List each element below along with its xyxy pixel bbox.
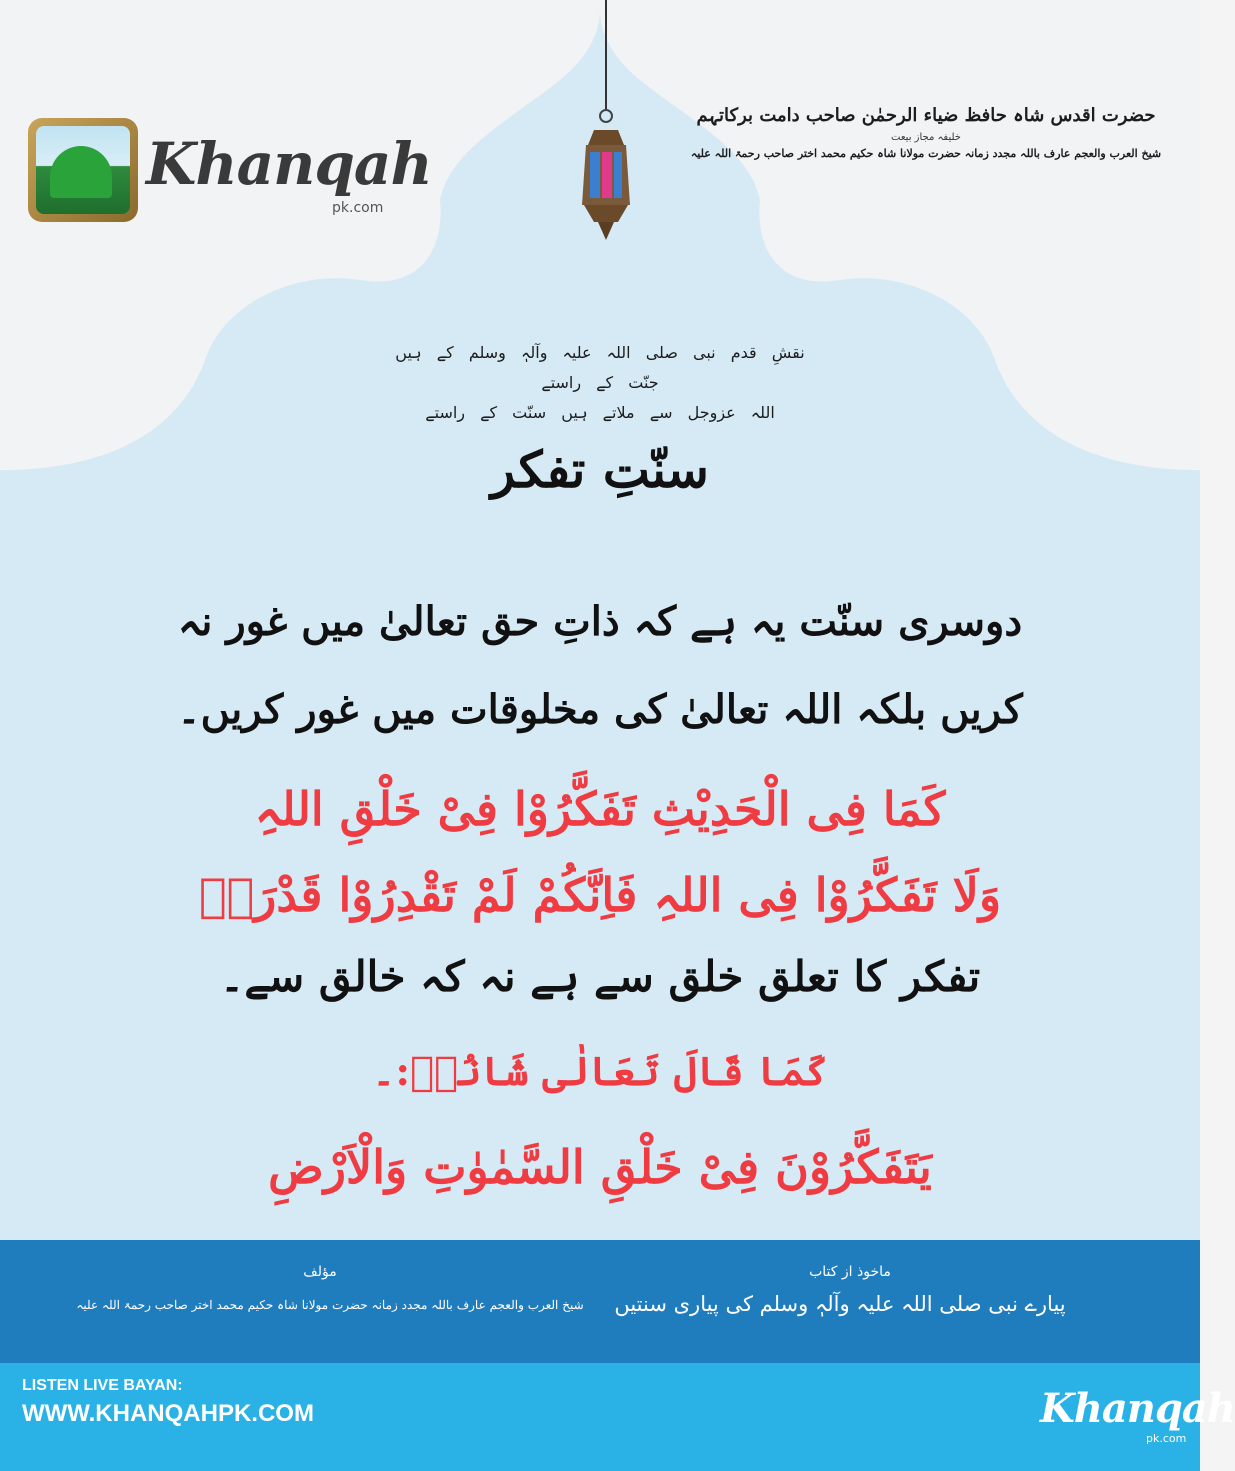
book-title: پیارے نبی صلی اللہ علیہ وآلہٖ وسلم کی پیاری سنتیں [614,1292,1066,1316]
master-name: شیخ العرب والعجم عارف باللہ مجدد زمانہ حضرت مولانا شاہ حکیم محمد اختر صاحب رحمۃ اللہ علیہ [690,147,1162,160]
hadith-line-2: وَلَا تَفَکَّرُوْا فِی اللہِ فَاِنَّکُمْ لَمْ تَقْدِرُوْا قَدْرَہٗ [198,868,1002,922]
body-line-3: تفکر کا تعلق خلق سے ہے نہ کہ خالق سے۔ [219,952,981,1001]
source-label: ماخوذ از کتاب [809,1264,891,1280]
website-link[interactable]: WWW.KHANQAHPK.COM [22,1400,314,1427]
footer-logo-domain: pk.com [1146,1432,1187,1445]
sheikh-name: حضرت اقدس شاہ حافظ ضیاء الرحمٰن صاحب دامت برکاتہم [696,105,1156,126]
page-title: سنّتِ تفکر [491,440,709,499]
couplet-line-2: اللہ عزوجل سے ملاتے ہیں سنّت کے راستے [425,403,775,422]
khanqah-logo[interactable] [28,118,432,228]
couplet-line-1: نقشِ قدم نبی صلی اللہ علیہ وآلہٖ وسلم کے ہیں جنّت کے راستے [395,343,805,392]
logo-domain: pk.com [332,200,384,216]
logo-wordmark: Khanqah [146,130,432,198]
listen-live-label: LISTEN LIVE BAYAN: [22,1377,183,1394]
body-line-1: دوسری سنّت یہ ہے کہ ذاتِ حق تعالیٰ میں غور نہ [177,598,1023,645]
poetry-couplet [380,338,820,428]
quran-intro: کَمَا قَالَ تَعَالٰی شَانُہٗ:۔ [371,1048,829,1095]
author-name: شیخ العرب والعجم عارف باللہ مجدد زمانہ حضرت مولانا شاہ حکیم محمد اختر صاحب رحمۃ اللہ علیہ [76,1298,584,1312]
author-label: مؤلف [303,1264,337,1280]
hadith-line-1: کَمَا فِی الْحَدِیْثِ تَفَکَّرُوْا فِیْ خَلْقِ اللہِ [254,782,946,836]
khalifa-label: خلیفہ مجاز بیعت [891,132,961,143]
green-dome-icon [28,118,138,222]
body-line-2: کریں بلکہ اللہ تعالیٰ کی مخلوقات میں غور کریں۔ [177,686,1023,733]
quran-verse: یَتَفَکَّرُوْنَ فِیْ خَلْقِ السَّمٰوٰتِ وَالْاَرْضِ [268,1140,932,1194]
header-attribution [686,105,1166,160]
lantern-icon [576,0,636,250]
footer-logo[interactable]: Khanqah [1040,1385,1235,1432]
